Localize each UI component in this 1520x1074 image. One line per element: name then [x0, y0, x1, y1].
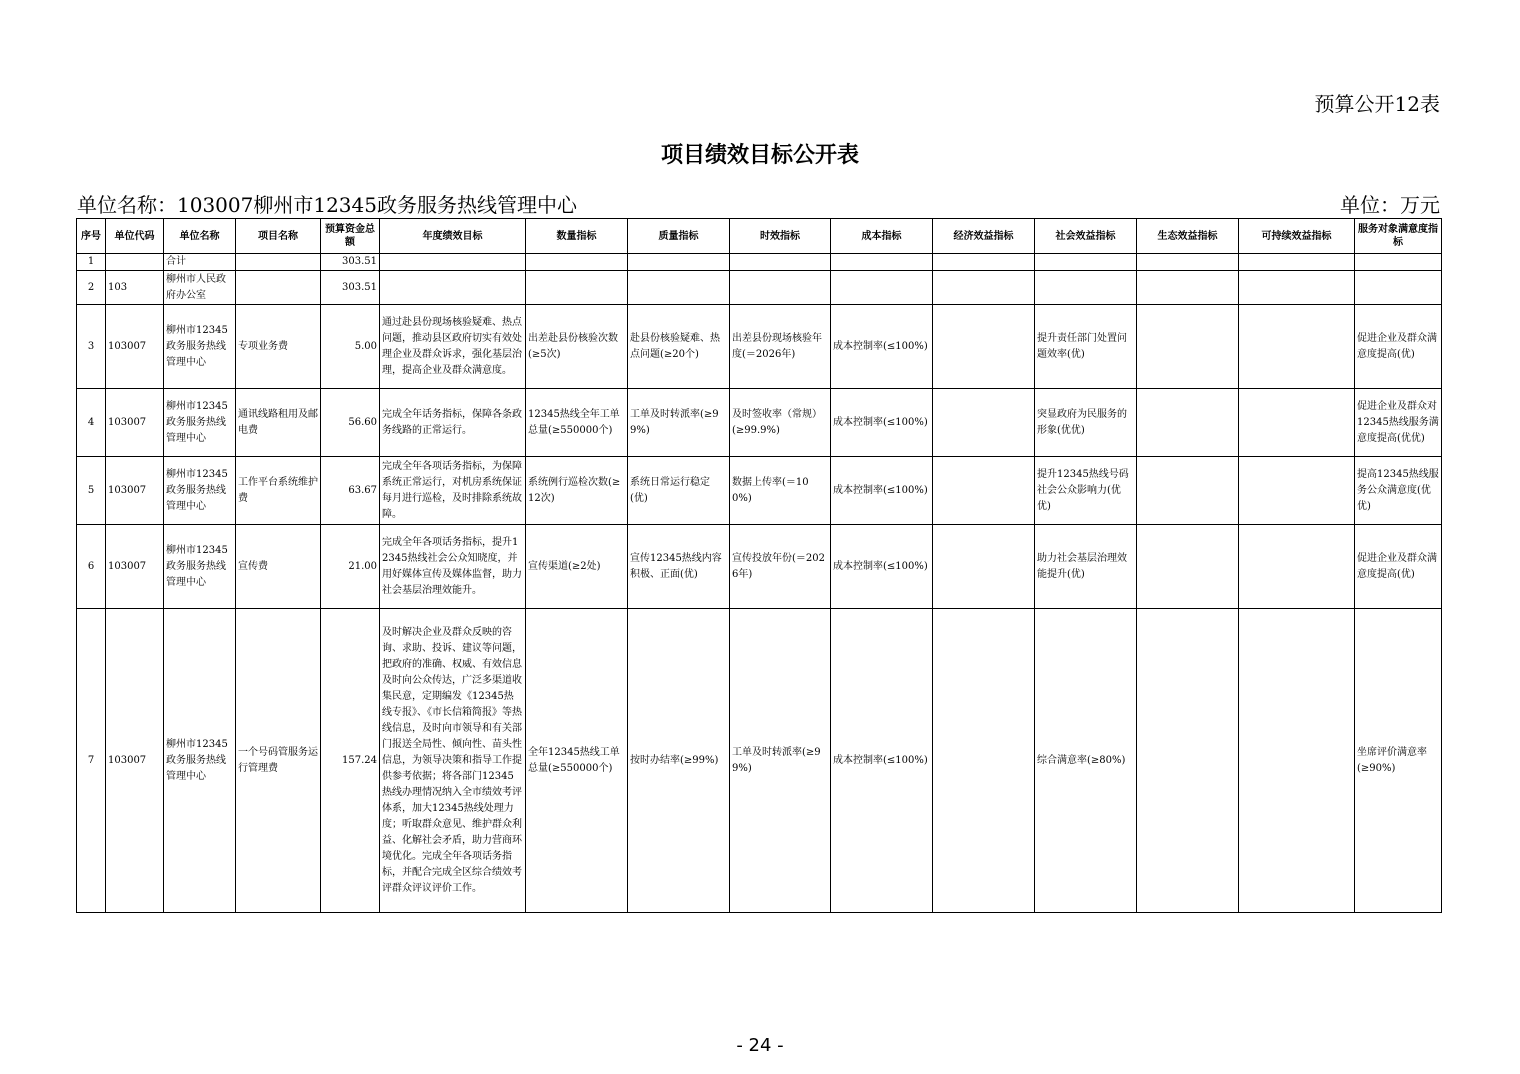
- currency-unit: 单位：万元: [1340, 193, 1440, 217]
- header-cell: 时效指标: [730, 219, 831, 254]
- quantity-indicator-cell: 12345热线全年工单总量(≥550000个): [526, 389, 628, 457]
- annual-goal-cell: 完成全年各项话务指标，提升12345热线社会公众知晓度，并用好媒体宣传及媒体监督，助力社会基层治理效能升。: [380, 525, 526, 609]
- header-cell: 可持续效益指标: [1239, 219, 1355, 254]
- ecological-indicator-cell: [1137, 305, 1239, 389]
- code-cell: 103007: [106, 457, 164, 525]
- project-name-cell: 宣传费: [236, 525, 321, 609]
- economic-indicator-cell: [933, 609, 1035, 913]
- cost-indicator-cell: [831, 271, 933, 305]
- quality-indicator-cell: 按时办结率(≥99%): [628, 609, 730, 913]
- timeliness-indicator-cell: 及时签收率（常规）(≥99.9%): [730, 389, 831, 457]
- quantity-indicator-cell: [526, 254, 628, 271]
- ecological-indicator-cell: [1137, 457, 1239, 525]
- header-cell: 年度绩效目标: [380, 219, 526, 254]
- cost-indicator-cell: 成本控制率(≤100%): [831, 389, 933, 457]
- unit-name-cell: 合计: [164, 254, 236, 271]
- amount-cell: 5.00: [321, 305, 380, 389]
- unit-name-cell: 柳州市12345政务服务热线管理中心: [164, 305, 236, 389]
- economic-indicator-cell: [933, 457, 1035, 525]
- quantity-indicator-cell: 出差赴县份核验次数(≥5次): [526, 305, 628, 389]
- annual-goal-cell: [380, 271, 526, 305]
- code-cell: 103007: [106, 305, 164, 389]
- header-cell: 预算资金总额: [321, 219, 380, 254]
- sustainability-indicator-cell: [1239, 457, 1355, 525]
- cost-indicator-cell: 成本控制率(≤100%): [831, 609, 933, 913]
- table-row: [77, 609, 1442, 913]
- project-name-cell: [236, 271, 321, 305]
- annual-goal-cell: 通过赴县份现场核验疑难、热点问题，推动县区政府切实有效处理企业及群众诉求，强化基层治理，提高企业及群众满意度。: [380, 305, 526, 389]
- social-indicator-cell: 提升12345热线号码社会公众影响力(优优): [1035, 457, 1137, 525]
- satisfaction-indicator-cell: 促进企业及群众满意度提高(优): [1355, 305, 1442, 389]
- table-row: [77, 457, 1442, 525]
- timeliness-indicator-cell: 出差县份现场核验年度(＝2026年): [730, 305, 831, 389]
- project-name-cell: 一个号码管服务运行管理费: [236, 609, 321, 913]
- cost-indicator-cell: 成本控制率(≤100%): [831, 305, 933, 389]
- annual-goal-cell: 完成全年话务指标，保障各条政务线路的正常运行。: [380, 389, 526, 457]
- header-cell: 项目名称: [236, 219, 321, 254]
- table-row: [77, 305, 1442, 389]
- sustainability-indicator-cell: [1239, 525, 1355, 609]
- table-row: [77, 525, 1442, 609]
- satisfaction-indicator-cell: 提高12345热线服务公众满意度(优优): [1355, 457, 1442, 525]
- code-cell: 103: [106, 271, 164, 305]
- unit-name: 单位名称：103007柳州市12345政务服务热线管理中心: [77, 193, 577, 217]
- header-cell: 生态效益指标: [1137, 219, 1239, 254]
- satisfaction-indicator-cell: [1355, 254, 1442, 271]
- unit-name-cell: 柳州市12345政务服务热线管理中心: [164, 389, 236, 457]
- satisfaction-indicator-cell: 促进企业及群众满意度提高(优): [1355, 525, 1442, 609]
- seq-cell: 7: [77, 609, 106, 913]
- amount-cell: 303.51: [321, 254, 380, 271]
- economic-indicator-cell: [933, 254, 1035, 271]
- header-cell: 质量指标: [628, 219, 730, 254]
- social-indicator-cell: 提升责任部门处置问题效率(优): [1035, 305, 1137, 389]
- social-indicator-cell: 助力社会基层治理效能提升(优): [1035, 525, 1137, 609]
- project-name-cell: 工作平台系统维护费: [236, 457, 321, 525]
- quality-indicator-cell: [628, 254, 730, 271]
- quality-indicator-cell: 宣传12345热线内容积极、正面(优): [628, 525, 730, 609]
- cost-indicator-cell: [831, 254, 933, 271]
- economic-indicator-cell: [933, 271, 1035, 305]
- timeliness-indicator-cell: 工单及时转派率(≥99%): [730, 609, 831, 913]
- table-row: [77, 271, 1442, 305]
- social-indicator-cell: [1035, 254, 1137, 271]
- amount-cell: 21.00: [321, 525, 380, 609]
- quantity-indicator-cell: 宣传渠道(≥2处): [526, 525, 628, 609]
- sustainability-indicator-cell: [1239, 254, 1355, 271]
- project-name-cell: 通讯线路租用及邮电费: [236, 389, 321, 457]
- social-indicator-cell: 综合满意率(≥80%): [1035, 609, 1137, 913]
- cost-indicator-cell: 成本控制率(≤100%): [831, 525, 933, 609]
- cost-indicator-cell: 成本控制率(≤100%): [831, 457, 933, 525]
- quantity-indicator-cell: 全年12345热线工单总量(≥550000个): [526, 609, 628, 913]
- quality-indicator-cell: 系统日常运行稳定(优): [628, 457, 730, 525]
- header-cell: 经济效益指标: [933, 219, 1035, 254]
- economic-indicator-cell: [933, 525, 1035, 609]
- economic-indicator-cell: [933, 305, 1035, 389]
- code-cell: 103007: [106, 609, 164, 913]
- code-cell: 103007: [106, 389, 164, 457]
- ecological-indicator-cell: [1137, 609, 1239, 913]
- economic-indicator-cell: [933, 389, 1035, 457]
- header-cell: 单位代码: [106, 219, 164, 254]
- annual-goal-cell: 完成全年各项话务指标，为保障系统正常运行，对机房系统保证每月进行巡检，及时排除系统故障。: [380, 457, 526, 525]
- table-row: [77, 389, 1442, 457]
- amount-cell: 157.24: [321, 609, 380, 913]
- timeliness-indicator-cell: [730, 271, 831, 305]
- timeliness-indicator-cell: [730, 254, 831, 271]
- table-row: [77, 254, 1442, 271]
- code-cell: 103007: [106, 525, 164, 609]
- sustainability-indicator-cell: [1239, 609, 1355, 913]
- sustainability-indicator-cell: [1239, 271, 1355, 305]
- seq-cell: 5: [77, 457, 106, 525]
- seq-cell: 1: [77, 254, 106, 271]
- timeliness-indicator-cell: 数据上传率(＝100%): [730, 457, 831, 525]
- header-row: [77, 219, 1442, 254]
- page-number: - 24 -: [736, 1035, 784, 1056]
- quality-indicator-cell: 赴县份核验疑难、热点问题(≥20个): [628, 305, 730, 389]
- performance-table: [76, 218, 1442, 913]
- annual-goal-cell: 及时解决企业及群众反映的咨询、求助、投诉、建议等问题，把政府的准确、权威、有效信息及时向公众传达，广泛多渠道收集民意，定期编发《12345热线专报》、《市长信箱简报》等热线信息，及时向市领导和有关部门报送全局性、倾向性、苗头性信息，为领导决策和指导工作提供参考依据；将各部门12345热线办理情况纳入全市绩效考评体系，加大12345热线处理力度；听取群众意见、维护群众利益、化解社会矛盾，助力营商环境优化。完成全年各项话务指标，并配合完成全区综合绩效考评群众评议评价工作。: [380, 609, 526, 913]
- satisfaction-indicator-cell: 促进企业及群众对12345热线服务满意度提高(优优): [1355, 389, 1442, 457]
- quality-indicator-cell: 工单及时转派率(≥99%): [628, 389, 730, 457]
- seq-cell: 3: [77, 305, 106, 389]
- sustainability-indicator-cell: [1239, 389, 1355, 457]
- ecological-indicator-cell: [1137, 525, 1239, 609]
- amount-cell: 303.51: [321, 271, 380, 305]
- sustainability-indicator-cell: [1239, 305, 1355, 389]
- timeliness-indicator-cell: 宣传投放年份(＝2026年): [730, 525, 831, 609]
- unit-info-line: [77, 189, 1440, 218]
- project-name-cell: [236, 254, 321, 271]
- amount-cell: 63.67: [321, 457, 380, 525]
- header-cell: 服务对象满意度指标: [1355, 219, 1442, 254]
- header-cell: 数量指标: [526, 219, 628, 254]
- quantity-indicator-cell: [526, 271, 628, 305]
- seq-cell: 4: [77, 389, 106, 457]
- unit-name-cell: 柳州市12345政务服务热线管理中心: [164, 525, 236, 609]
- header-cell: 序号: [77, 219, 106, 254]
- annual-goal-cell: [380, 254, 526, 271]
- header-cell: 单位名称: [164, 219, 236, 254]
- header-cell: 成本指标: [831, 219, 933, 254]
- code-cell: [106, 254, 164, 271]
- header-cell: 社会效益指标: [1035, 219, 1137, 254]
- quality-indicator-cell: [628, 271, 730, 305]
- seq-cell: 2: [77, 271, 106, 305]
- doc-code: 预算公开12表: [1314, 92, 1440, 116]
- unit-name-cell: 柳州市人民政府办公室: [164, 271, 236, 305]
- social-indicator-cell: [1035, 271, 1137, 305]
- seq-cell: 6: [77, 525, 106, 609]
- amount-cell: 56.60: [321, 389, 380, 457]
- unit-name-cell: 柳州市12345政务服务热线管理中心: [164, 609, 236, 913]
- satisfaction-indicator-cell: 坐席评价满意率(≥90%): [1355, 609, 1442, 913]
- social-indicator-cell: 突显政府为民服务的形象(优优): [1035, 389, 1137, 457]
- ecological-indicator-cell: [1137, 271, 1239, 305]
- unit-name-cell: 柳州市12345政务服务热线管理中心: [164, 457, 236, 525]
- page-title: 项目绩效目标公开表: [660, 143, 859, 168]
- project-name-cell: 专项业务费: [236, 305, 321, 389]
- satisfaction-indicator-cell: [1355, 271, 1442, 305]
- ecological-indicator-cell: [1137, 254, 1239, 271]
- ecological-indicator-cell: [1137, 389, 1239, 457]
- quantity-indicator-cell: 系统例行巡检次数(≥12次): [526, 457, 628, 525]
